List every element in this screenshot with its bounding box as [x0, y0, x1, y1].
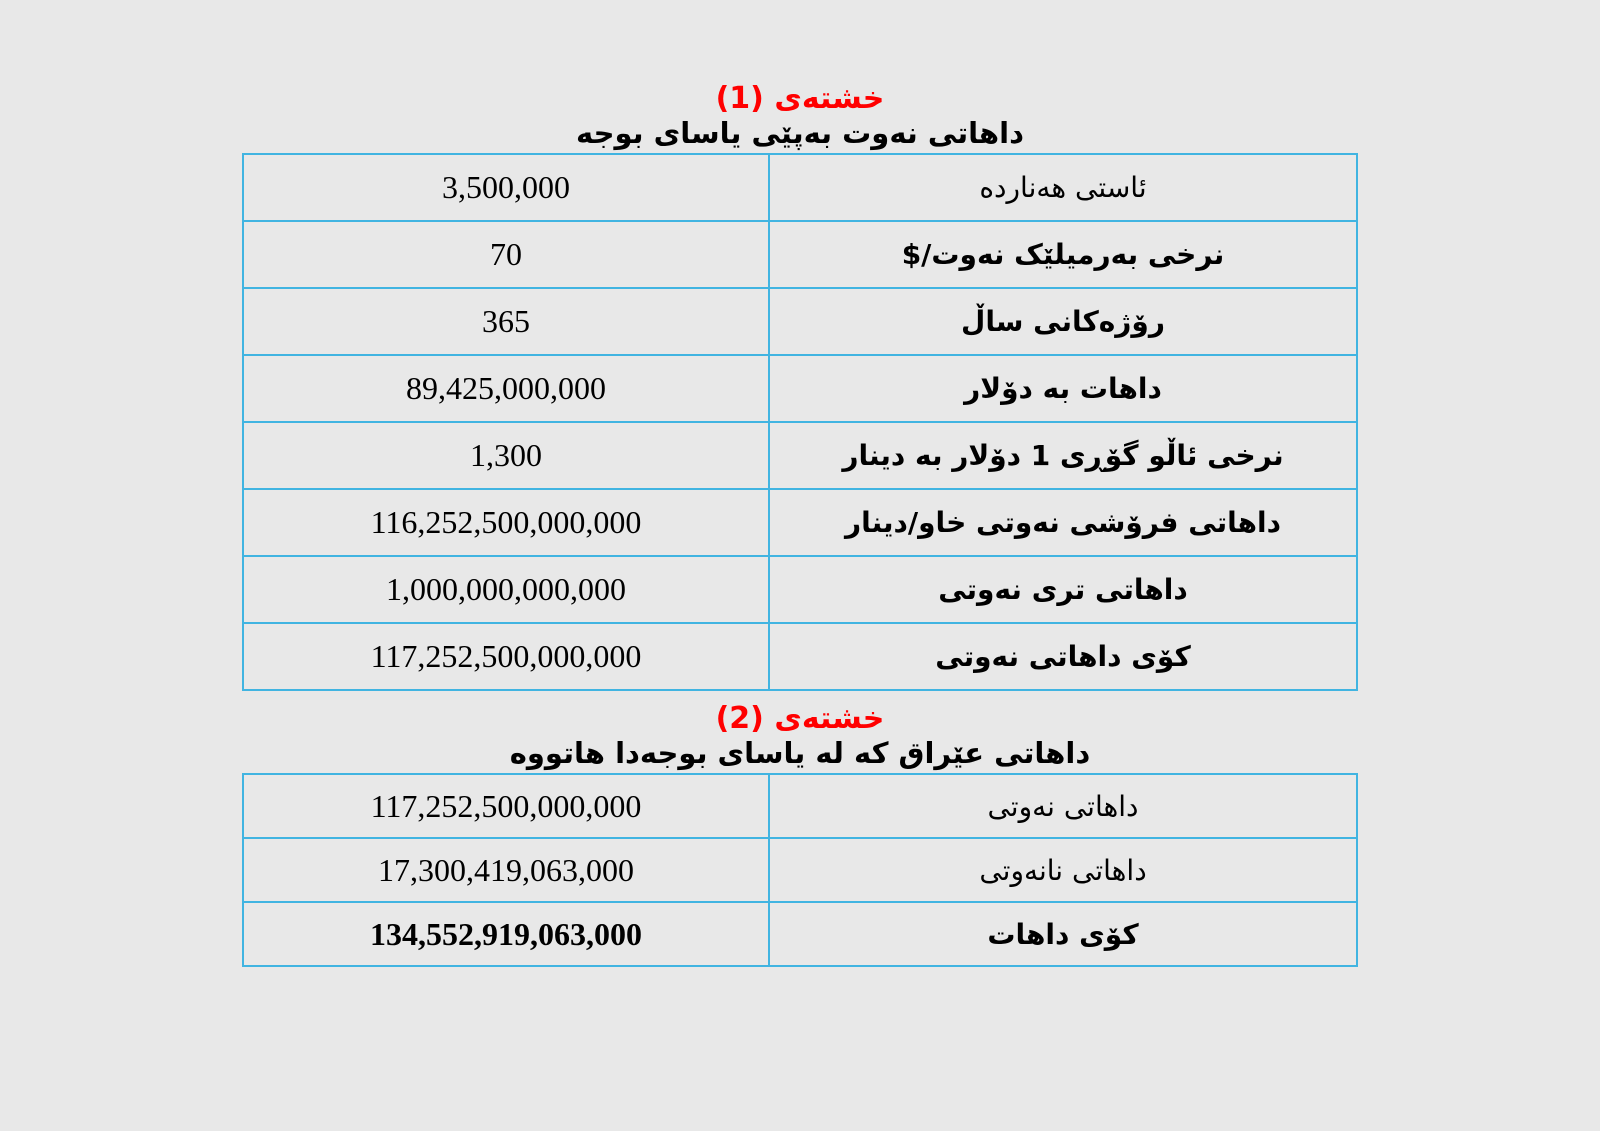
table2-section: [242, 702, 1358, 967]
value-cell: 116,252,500,000,000: [244, 490, 770, 555]
label-cell: کۆی داهاتی نەوتی: [935, 640, 1191, 673]
table2-subtitle: داهاتی عێراق کە لە یاسای بوجەدا هاتووە: [509, 736, 1091, 770]
table1-section: [242, 82, 1358, 691]
table-row: [244, 287, 1356, 354]
table-row: [244, 421, 1356, 488]
value-cell: 117,252,500,000,000: [244, 624, 770, 689]
table1: [242, 153, 1358, 691]
table-row: [244, 220, 1356, 287]
label-cell: داهات بە دۆلار: [964, 372, 1162, 405]
value-cell: 1,300: [244, 423, 770, 488]
table-row: [244, 155, 1356, 220]
table2: [242, 773, 1358, 967]
table-row: [244, 622, 1356, 689]
label-cell: داهاتی فرۆشی نەوتی خاو/دینار: [844, 506, 1281, 539]
label-cell: نرخی بەرمیلێک نەوت/$: [901, 238, 1225, 271]
table-row: [244, 775, 1356, 837]
table-row: [244, 488, 1356, 555]
label-cell: داهاتی تری نەوتی: [938, 573, 1188, 606]
table-row: [244, 555, 1356, 622]
value-cell: 3,500,000: [244, 155, 770, 220]
table2-title: خشتەی (2): [715, 701, 885, 736]
value-cell: 70: [244, 222, 770, 287]
value-cell: 17,300,419,063,000: [244, 839, 770, 901]
label-cell: رۆژەکانی ساڵ: [961, 305, 1165, 338]
label-cell: کۆی داهات: [987, 917, 1139, 951]
table-row: [244, 837, 1356, 901]
label-cell: داهاتی نەوتی: [987, 789, 1139, 823]
label-cell: نرخی ئاڵو گۆڕی 1 دۆلار بە دینار: [842, 439, 1284, 472]
table-row: [244, 354, 1356, 421]
value-cell: 1,000,000,000,000: [244, 557, 770, 622]
table-row: [244, 901, 1356, 965]
value-cell: 89,425,000,000: [244, 356, 770, 421]
label-cell: داهاتی نانەوتی: [979, 853, 1147, 887]
table1-title: خشتەی (1): [715, 81, 885, 116]
table1-subtitle: داهاتی نەوت بەپێی یاسای بوجە: [576, 116, 1024, 150]
label-cell: ئاستی هەناردە: [979, 171, 1147, 204]
value-cell: 117,252,500,000,000: [244, 775, 770, 837]
value-cell: 365: [244, 289, 770, 354]
value-cell: 134,552,919,063,000: [244, 903, 770, 965]
